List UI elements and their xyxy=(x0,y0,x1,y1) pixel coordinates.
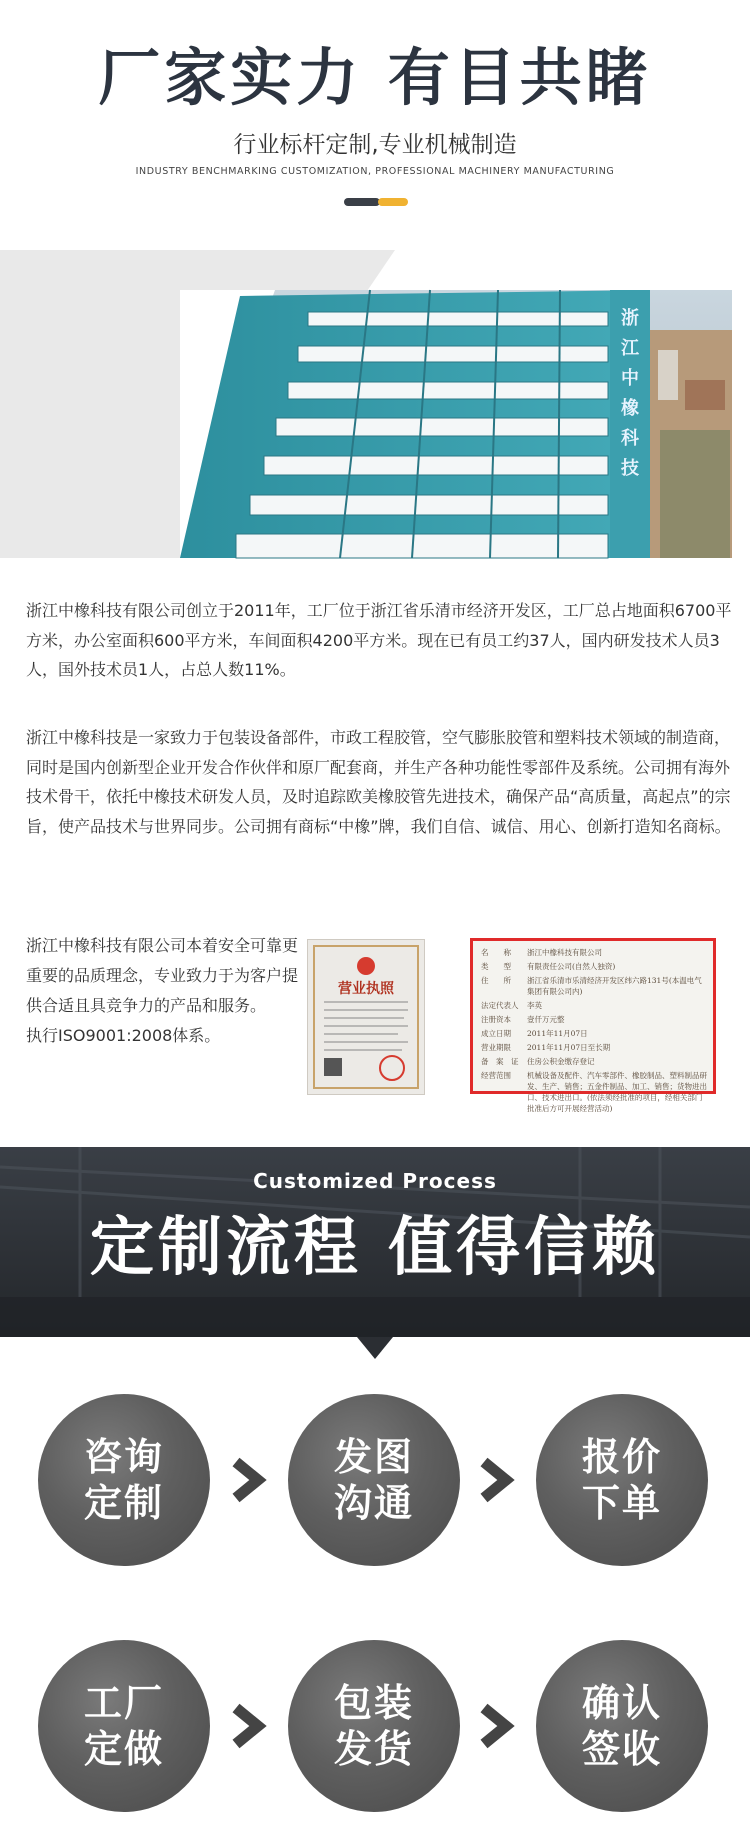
process-title: 定制流程 值得信赖 xyxy=(89,1211,661,1285)
chevron-right-icon xyxy=(226,1458,270,1502)
banner-notch xyxy=(357,1337,393,1359)
license-row-value: 住房公积金缴存登记 xyxy=(527,1057,595,1066)
step-send-drawing xyxy=(288,1394,460,1566)
license-row-label: 住 所 xyxy=(481,976,511,985)
step-confirm-receipt xyxy=(536,1640,708,1812)
chevron-right-icon xyxy=(474,1458,518,1502)
step-manufacture xyxy=(38,1640,210,1812)
step-label: 确认 签收 xyxy=(581,1681,662,1771)
page-subtitle: 行业标杆定制,专业机械制造 xyxy=(233,132,517,158)
license-row-value: 浙江省乐清市乐清经济开发区纬六路131号(本温电气集团有限公司内) xyxy=(527,976,702,996)
step-label: 发图 沟通 xyxy=(333,1435,414,1525)
license-row-label: 名 称 xyxy=(481,948,511,957)
license-row-value: 2011年11月07日至长期 xyxy=(527,1043,611,1052)
step-label: 报价 下单 xyxy=(581,1435,662,1525)
license-row-value: 浙江中橡科技有限公司 xyxy=(527,948,602,957)
quality-statement xyxy=(26,931,298,1051)
license-row-label: 类 型 xyxy=(481,962,511,971)
license-row xyxy=(481,1014,707,1025)
process-banner xyxy=(0,1147,750,1337)
step-consult xyxy=(38,1394,210,1566)
license-row-label: 成立日期 xyxy=(481,1029,511,1038)
step-quote-order xyxy=(536,1394,708,1566)
license-row xyxy=(481,947,707,958)
header xyxy=(0,0,750,240)
license-row-label: 注册资本 xyxy=(481,1015,511,1024)
step-label: 工厂 定做 xyxy=(83,1681,164,1771)
license-row-value: 有限责任公司(自然人独资) xyxy=(527,962,616,971)
chevron-right-icon xyxy=(474,1704,518,1748)
step-label: 包装 发货 xyxy=(333,1681,414,1771)
quality-text: 浙江中橡科技有限公司本着安全可靠更重要的品质理念，专业致力于为客户提供合适且具竞争力的产品和服务。 xyxy=(26,936,299,1015)
license-row-value: 2011年11月07日 xyxy=(527,1029,588,1038)
business-license-image xyxy=(307,939,425,1095)
license-row xyxy=(481,1000,707,1011)
license-row-label: 营业期限 xyxy=(481,1043,511,1052)
step-pack-ship xyxy=(288,1640,460,1812)
license-title: 营业执照 xyxy=(338,981,394,997)
license-row-value: 李英 xyxy=(527,1001,542,1010)
divider-gold xyxy=(378,198,408,206)
license-row xyxy=(481,1028,707,1039)
license-row xyxy=(481,961,707,972)
page-title: 厂家实力 有目共睹 xyxy=(98,41,652,114)
license-row xyxy=(481,975,707,997)
license-row-label: 法定代表人 xyxy=(481,1001,519,1010)
building-sign: 浙江中橡科技 xyxy=(621,308,639,479)
process-title-en: Customized Process xyxy=(253,1169,497,1193)
intro-paragraph-2: 浙江中橡科技是一家致力于包装设备部件，市政工程胶管，空气膨胀胶管和塑料技术领域的制造商，同时是国内创新型企业开发合作伙伴和原厂配套商，并生产各种功能性零部件及系统。公司拥有海外技术骨干，依托中橡技术研发人员，及时追踪欧美橡胶管先进技术，确保产品“高质量，高起点”的宗旨，使产品技术与世界同步。公司拥有商标“中橡”牌，我们自信、诚信、用心、创新打造知名商标。 xyxy=(26,728,731,836)
intro-paragraph-1: 浙江中橡科技有限公司创立于2011年，工厂位于浙江省乐清市经济开发区，工厂总占地面积6700平方米，办公室面积600平方米，车间面积4200平方米。现在已有员工约37人，国内研发技术人员3人，国外技术员1人，占总人数11%。 xyxy=(26,601,732,679)
license-row-label: 经营范围 xyxy=(481,1071,511,1080)
chevron-right-icon xyxy=(226,1704,270,1748)
license-row xyxy=(481,1070,707,1113)
license-row-value: 机械设备及配件、汽车零部件、橡胶制品、塑料制品研发、生产、销售；五金件制品、加工、销售；货物进出口、技术进出口。(依法须经批准的项目，经相关部门批准后方可开展经营活动) xyxy=(527,1071,707,1113)
iso-text: 执行ISO9001:2008体系。 xyxy=(26,1026,221,1045)
license-row xyxy=(481,1056,707,1067)
page-subtitle-en: INDUSTRY BENCHMARKING CUSTOMIZATION, PROFESSIONAL MACHINERY MANUFACTURING xyxy=(135,166,615,177)
license-row-value: 壹仟万元整 xyxy=(527,1015,565,1024)
building-photo xyxy=(180,290,732,558)
step-label: 咨询 定制 xyxy=(83,1435,164,1525)
license-row xyxy=(481,1042,707,1053)
license-row-label: 备 案 证 xyxy=(481,1057,519,1066)
license-details-image xyxy=(470,938,716,1113)
divider-dark xyxy=(344,198,380,206)
